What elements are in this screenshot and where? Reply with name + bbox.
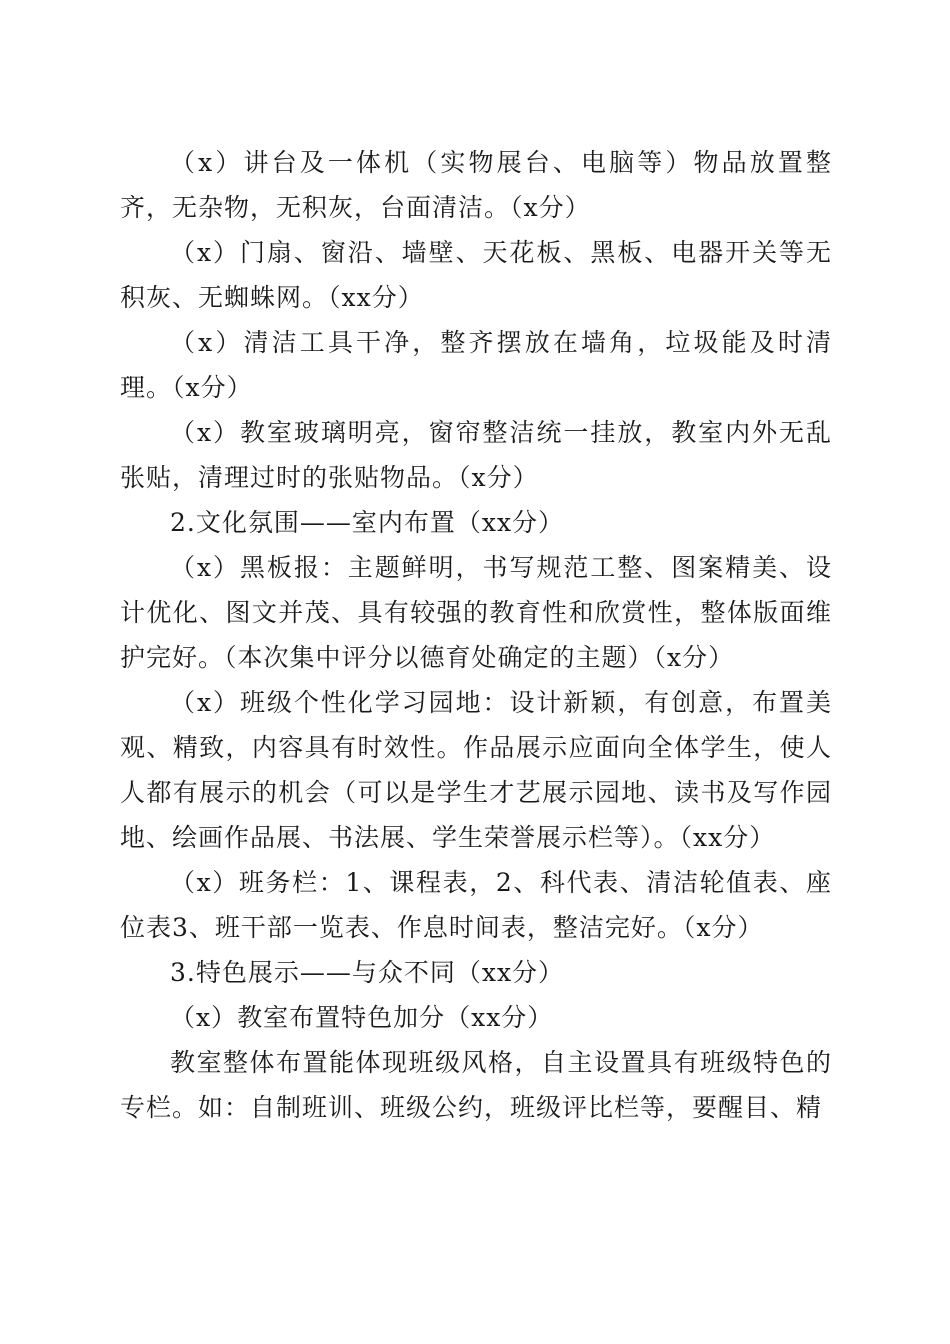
section-heading-features: 3.特色展示——与众不同（xx分）: [170, 958, 565, 987]
paragraph-feature-bonus: （x）教室布置特色加分（xx分）: [170, 1003, 554, 1032]
paragraph-blackboard: （x）黑板报：主题鲜明，书写规范工整、图案精美、设计优化、图文并茂、具有较强的教育性和欣赏性，整体版面维护完好。（本次集中评分以德育处确定的主题）（x分）: [120, 553, 832, 672]
paragraph-lectern: （x）讲台及一体机（实物展台、电脑等）物品放置整齐，无杂物，无积灰，台面清洁。（x分）: [120, 148, 832, 222]
paragraph-learning-corner: （x）班级个性化学习园地：设计新颖，有创意，布置美观、精致，内容具有时效性。作品展示应面向全体学生，使人人都有展示的机会（可以是学生才艺展示园地、读书及写作园地、绘画作品展、书法展、学生荣誉展示栏等）。（xx分）: [120, 688, 832, 852]
paragraph-class-style: 教室整体布置能体现班级风格，自主设置具有班级特色的专栏。如：自制班训、班级公约，班级评比栏等，要醒目、精: [120, 1048, 832, 1122]
paragraph-class-board: （x）班务栏：1、课程表，2、科代表、清洁轮值表、座位表3、班干部一览表、作息时间表，整洁完好。（x分）: [120, 868, 832, 942]
paragraph-glass-curtains: （x）教室玻璃明亮，窗帘整洁统一挂放，教室内外无乱张贴，清理过时的张贴物品。（x分）: [120, 418, 832, 492]
paragraph-cleaning-tools: （x）清洁工具干净，整齐摆放在墙角，垃圾能及时清理。（x分）: [120, 328, 832, 402]
paragraph-doors-windows: （x）门扇、窗沿、墙壁、天花板、黑板、电器开关等无积灰、无蜘蛛网。（xx分）: [120, 238, 832, 312]
section-heading-culture: 2.文化氛围——室内布置（xx分）: [170, 508, 565, 537]
document-body: [120, 140, 832, 1130]
